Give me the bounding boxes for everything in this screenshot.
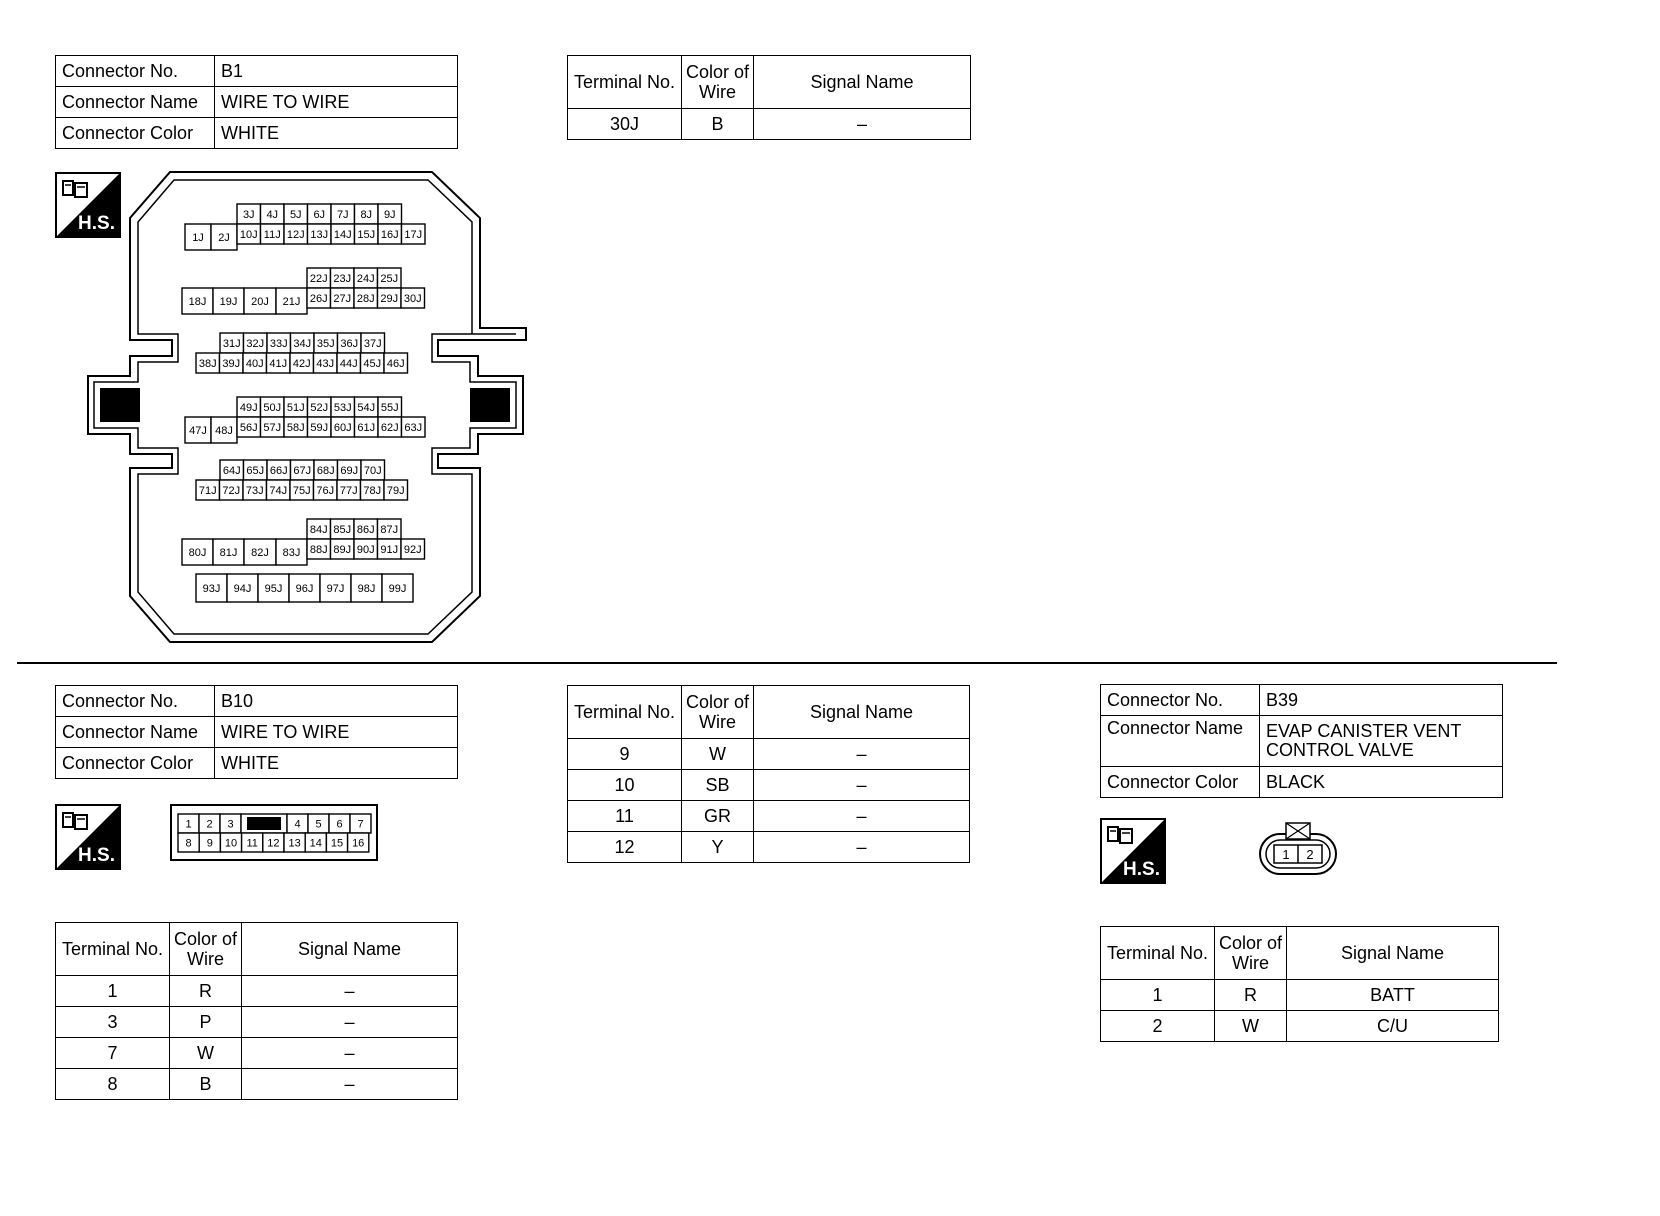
section-divider <box>17 662 1557 664</box>
info-value: WHITE <box>215 118 458 149</box>
color-cell: B <box>170 1069 242 1100</box>
terminal-cavity-label: 75J <box>292 485 311 497</box>
color-header <box>682 686 754 739</box>
terminal-cavity-label: 13J <box>310 229 329 241</box>
terminal-cavity-label: 74J <box>269 485 288 497</box>
terminal-cavity-label: 4 <box>294 818 301 831</box>
terminal-cavity-label: 70J <box>363 465 382 477</box>
color-cell: SB <box>682 770 754 801</box>
terminal-cavity-label: 91J <box>380 544 399 556</box>
terminal-cavity-label: 83J <box>282 547 301 559</box>
b10-connector-info <box>55 685 458 779</box>
connector-glyph-icon <box>61 809 91 835</box>
color-header <box>170 923 242 976</box>
terminal-cavity-label: 19J <box>219 296 238 308</box>
terminal-cavity-label: 8J <box>360 209 373 221</box>
terminal-cavity-label: 16 <box>352 837 365 850</box>
terminal-cavity-label: 11J <box>263 229 281 241</box>
signal-cell: – <box>242 1038 458 1069</box>
terminal-cavity-label: 12 <box>267 837 280 850</box>
terminal-cavity-label: 5J <box>289 209 302 221</box>
info-row-number <box>56 686 458 717</box>
terminal-cavity-label: 72J <box>222 485 241 497</box>
terminal-cavity-label: 14 <box>309 837 322 850</box>
color-header-line2: Wire <box>699 82 736 102</box>
terminal-cavity-label: 60J <box>333 422 352 434</box>
info-label: Connector No. <box>56 56 215 87</box>
terminal-cavity-label: 32J <box>246 338 265 350</box>
info-row-name <box>56 87 458 118</box>
terminal-cavity-label: 64J <box>222 465 241 477</box>
color-cell: B <box>682 109 754 140</box>
terminal-cavity-label: 95J <box>264 583 283 595</box>
color-header <box>682 56 754 109</box>
terminal-cavity-label: 90J <box>356 544 375 556</box>
hs-label: H.S. <box>1123 859 1160 880</box>
terminal-cavity-label: 14J <box>333 229 352 241</box>
info-row-name <box>56 717 458 748</box>
terminal-cavity-label: 79J <box>386 485 405 497</box>
table-row <box>568 739 970 770</box>
terminal-cavity-label: 20J <box>251 296 269 308</box>
terminal-cavity-label: 1J <box>192 232 204 244</box>
terminal-cavity-label: 96J <box>295 583 314 595</box>
info-value-line2: CONTROL VALVE <box>1266 740 1414 760</box>
terminal-cell: 12 <box>568 832 682 863</box>
terminal-cavity-label: 80J <box>188 547 207 559</box>
terminal-cavity-label: 28J <box>356 293 375 305</box>
signal-cell: – <box>754 739 970 770</box>
info-value: BLACK <box>1260 767 1503 798</box>
terminal-cavity-label: 2 <box>206 818 213 831</box>
terminal-cavity-label: 76J <box>316 485 335 497</box>
terminal-cell: 9 <box>568 739 682 770</box>
table-row <box>568 801 970 832</box>
terminal-cavity-label: 43J <box>316 358 335 370</box>
terminal-cavity-label: 6J <box>313 209 326 221</box>
color-cell: W <box>682 739 754 770</box>
terminal-cavity-label: 10 <box>224 837 238 850</box>
terminal-cavity-label: 5 <box>315 818 322 831</box>
terminal-cavity-label: 44J <box>339 358 358 370</box>
info-value: WHITE <box>215 748 458 779</box>
terminal-cavity-label: 58J <box>286 422 305 434</box>
info-row-color <box>56 748 458 779</box>
table-row <box>56 1069 458 1100</box>
terminal-cavity-label: 85J <box>333 524 352 536</box>
b39-connector-face-diagram <box>1258 820 1340 878</box>
terminal-cavity-label: 29J <box>380 293 399 305</box>
color-cell: W <box>1215 1011 1287 1042</box>
terminal-cavity-label: 94J <box>233 583 252 595</box>
info-row-number <box>56 56 458 87</box>
color-header-line1: Color of <box>1218 933 1283 953</box>
signal-header: Signal Name <box>1287 927 1499 980</box>
signal-cell: – <box>754 770 970 801</box>
terminal-cavity-label: 37J <box>363 338 382 350</box>
terminal-cavity-label: 6 <box>336 818 343 831</box>
signal-cell: – <box>754 832 970 863</box>
terminal-cavity-label: 11 <box>246 837 258 850</box>
terminal-cavity-label: 82J <box>251 547 269 559</box>
terminal-cavity-label: 23J <box>333 273 352 285</box>
color-cell: R <box>1215 980 1287 1011</box>
terminal-cavity-label: 46J <box>386 358 405 370</box>
terminal-cell: 7 <box>56 1038 170 1069</box>
signal-cell: – <box>242 976 458 1007</box>
terminal-cavity-label: 81J <box>219 547 238 559</box>
color-header-line2: Wire <box>187 949 224 969</box>
terminal-cavity-label: 69J <box>340 465 359 477</box>
terminal-cavity-label: 62J <box>380 422 399 434</box>
info-label: Connector No. <box>56 686 215 717</box>
info-row-color <box>56 118 458 149</box>
terminal-cavity-label: 42J <box>292 358 311 370</box>
info-label: Connector Name <box>1101 716 1260 767</box>
b1-connector-face-diagram <box>80 168 540 648</box>
terminal-cell: 1 <box>56 976 170 1007</box>
terminal-cavity-label: 73J <box>245 485 264 497</box>
terminal-cavity-label: 9J <box>383 209 396 221</box>
terminal-cavity-label: 30J <box>403 293 422 305</box>
b39-connector-info <box>1100 684 1503 798</box>
table-row <box>568 832 970 863</box>
signal-cell: BATT <box>1287 980 1499 1011</box>
terminal-cavity-label: 18J <box>188 296 207 308</box>
color-header-line2: Wire <box>699 712 736 732</box>
info-value <box>1260 716 1503 767</box>
table-row <box>568 770 970 801</box>
terminal-cavity-label: 21J <box>282 296 301 308</box>
lock-block <box>247 817 281 830</box>
terminal-cavity-label: 39J <box>222 358 241 370</box>
terminal-cavity-label: 7 <box>357 818 364 831</box>
connector-glyph-icon <box>1106 823 1136 849</box>
terminal-cell: 11 <box>568 801 682 832</box>
terminal-cavity-label: 25J <box>380 273 399 285</box>
info-row-name <box>1101 716 1503 767</box>
terminal-cavity-label: 55J <box>380 402 399 414</box>
b10-terminal-table-a <box>55 922 458 1100</box>
harness-side-icon <box>55 804 121 870</box>
table-header <box>568 686 970 739</box>
signal-cell: C/U <box>1287 1011 1499 1042</box>
signal-cell: – <box>754 109 971 140</box>
terminal-cavity-label: 68J <box>316 465 335 477</box>
signal-header: Signal Name <box>754 686 970 739</box>
b10-connector-face-diagram <box>170 804 380 864</box>
terminal-cavity-label: 10J <box>239 229 258 241</box>
color-header-line1: Color of <box>685 62 750 82</box>
terminal-cavity-label: 34J <box>293 338 312 350</box>
terminal-header: Terminal No. <box>56 923 170 976</box>
terminal-cavity-label: 54J <box>357 402 376 414</box>
info-row-color <box>1101 767 1503 798</box>
terminal-cavity-label: 26J <box>309 293 328 305</box>
terminal-cell: 10 <box>568 770 682 801</box>
terminal-cavity-label: 15 <box>330 837 344 850</box>
table-header <box>56 923 458 976</box>
terminal-cavity-label: 52J <box>310 402 329 414</box>
color-header-line1: Color of <box>685 692 750 712</box>
terminal-cell: 3 <box>56 1007 170 1038</box>
terminal-cavity-label: 7J <box>336 209 349 221</box>
terminal-cavity-label: 87J <box>380 524 399 536</box>
harness-side-icon <box>1100 818 1166 884</box>
table-row <box>1101 1011 1499 1042</box>
b1-terminal-table <box>567 55 971 140</box>
hs-label: H.S. <box>78 213 115 234</box>
terminal-cavity-label: 57J <box>263 422 282 434</box>
terminal-header: Terminal No. <box>1101 927 1215 980</box>
terminal-header: Terminal No. <box>568 686 682 739</box>
signal-header: Signal Name <box>754 56 971 109</box>
b39-pin-label: 2 <box>1306 847 1314 862</box>
terminal-cavity-label: 3 <box>227 818 234 831</box>
b39-terminal-table <box>1100 926 1499 1042</box>
terminal-cavity-label: 67J <box>293 465 312 477</box>
terminal-cavity-label: 56J <box>239 422 258 434</box>
terminal-cavity-label: 35J <box>316 338 335 350</box>
terminal-cavity-label: 16J <box>380 229 399 241</box>
terminal-cavity-label: 98J <box>357 583 376 595</box>
color-cell: GR <box>682 801 754 832</box>
info-value-line1: EVAP CANISTER VENT <box>1266 721 1462 741</box>
terminal-cavity-label: 31J <box>222 338 241 350</box>
info-label: Connector Name <box>56 87 215 118</box>
terminal-cavity-label: 88J <box>309 544 328 556</box>
info-value: B39 <box>1260 685 1503 716</box>
terminal-cavity-label: 61J <box>357 422 376 434</box>
terminal-cavity-label: 48J <box>215 425 233 437</box>
b39-pin-label: 1 <box>1282 847 1290 862</box>
lock-tab-right <box>470 388 510 422</box>
terminal-cavity-label: 27J <box>333 293 352 305</box>
lock-tab-left <box>100 388 140 422</box>
terminal-cavity-label: 51J <box>286 402 305 414</box>
terminal-cavity-label: 36J <box>340 338 359 350</box>
b1-connector-info <box>55 55 458 149</box>
terminal-cavity-label: 65J <box>246 465 265 477</box>
terminal-cavity-label: 12J <box>286 229 305 241</box>
signal-cell: – <box>242 1007 458 1038</box>
info-label: Connector Color <box>56 118 215 149</box>
table-row <box>568 109 971 140</box>
color-header-line2: Wire <box>1232 953 1269 973</box>
terminal-cavity-label: 1 <box>185 818 192 831</box>
table-header <box>1101 927 1499 980</box>
terminal-cavity-label: 49J <box>239 402 258 414</box>
table-header <box>568 56 971 109</box>
table-row <box>56 1007 458 1038</box>
terminal-cell: 1 <box>1101 980 1215 1011</box>
terminal-cavity-label: 99J <box>388 583 407 595</box>
terminal-header: Terminal No. <box>568 56 682 109</box>
terminal-cavity-label: 66J <box>269 465 288 477</box>
info-label: Connector No. <box>1101 685 1260 716</box>
terminal-cavity-label: 40J <box>245 358 264 370</box>
terminal-cavity-label: 50J <box>263 402 282 414</box>
terminal-cavity-label: 93J <box>202 583 221 595</box>
terminal-cavity-label: 86J <box>356 524 375 536</box>
terminal-cavity-label: 71J <box>198 485 217 497</box>
terminal-cavity-label: 3J <box>242 209 255 221</box>
terminal-cavity-label: 78J <box>363 485 382 497</box>
table-row <box>56 1038 458 1069</box>
terminal-cell: 30J <box>568 109 682 140</box>
signal-header: Signal Name <box>242 923 458 976</box>
terminal-cavity-label: 45J <box>363 358 382 370</box>
color-header-line1: Color of <box>173 929 238 949</box>
terminal-cavity-label: 13 <box>288 837 301 850</box>
info-value: B1 <box>215 56 458 87</box>
terminal-cavity-label: 59J <box>310 422 329 434</box>
terminal-cavity-label: 47J <box>189 425 207 437</box>
hs-label: H.S. <box>78 845 115 866</box>
color-cell: Y <box>682 832 754 863</box>
terminal-cavity-label: 63J <box>404 422 423 434</box>
info-label: Connector Color <box>1101 767 1260 798</box>
b10-terminal-table-b <box>567 685 970 863</box>
terminal-cavity-label: 2J <box>218 232 230 244</box>
terminal-cavity-label: 17J <box>404 229 423 241</box>
terminal-cavity-label: 41J <box>269 358 288 370</box>
info-label: Connector Name <box>56 717 215 748</box>
terminal-cavity-label: 8 <box>185 837 192 850</box>
terminal-cavity-label: 33J <box>269 338 288 350</box>
terminal-cavity-label: 38J <box>198 358 217 370</box>
terminal-cell: 8 <box>56 1069 170 1100</box>
terminal-cavity-label: 97J <box>326 583 345 595</box>
terminal-cavity-label: 4J <box>266 209 279 221</box>
terminal-cavity-label: 53J <box>333 402 352 414</box>
terminal-cavity-label: 15J <box>357 229 376 241</box>
terminal-cavity-label: 24J <box>356 273 375 285</box>
signal-cell: – <box>754 801 970 832</box>
signal-cell: – <box>242 1069 458 1100</box>
info-row-number <box>1101 685 1503 716</box>
terminal-cavity-label: 89J <box>333 544 352 556</box>
terminal-cavity-label: 9 <box>206 837 213 850</box>
info-value: WIRE TO WIRE <box>215 87 458 118</box>
table-row <box>1101 980 1499 1011</box>
terminal-cavity-label: 84J <box>309 524 328 536</box>
info-value: WIRE TO WIRE <box>215 717 458 748</box>
terminal-cavity-label: 22J <box>309 273 328 285</box>
color-cell: P <box>170 1007 242 1038</box>
info-label: Connector Color <box>56 748 215 779</box>
color-cell: R <box>170 976 242 1007</box>
color-header <box>1215 927 1287 980</box>
info-value: B10 <box>215 686 458 717</box>
terminal-cell: 2 <box>1101 1011 1215 1042</box>
terminal-cavity-label: 77J <box>339 485 358 497</box>
color-cell: W <box>170 1038 242 1069</box>
table-row <box>56 976 458 1007</box>
terminal-cavity-label: 92J <box>403 544 422 556</box>
